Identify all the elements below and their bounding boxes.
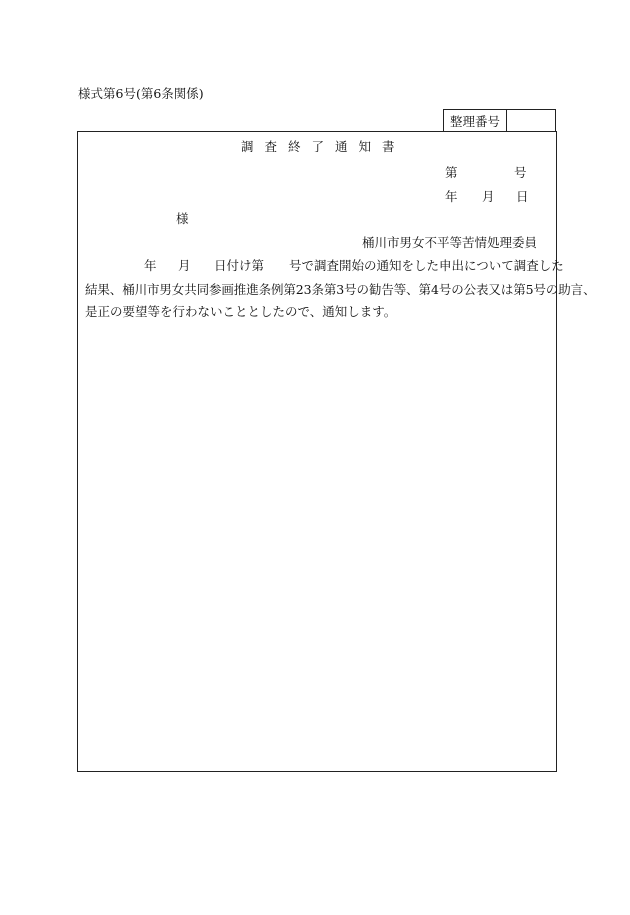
number-suffix: 号 (514, 165, 527, 180)
form-number-label: 様式第6号(第6条関係) (78, 86, 204, 101)
addressee-honorific: 様 (176, 211, 189, 226)
body-month-label: 月 (178, 258, 191, 273)
sender-name: 桶川市男女不平等苦情処理委員 (362, 235, 538, 250)
body-text-line-1: 日付け第 号で調査開始の通知をした申出について調査した (214, 258, 564, 273)
document-title: 調査終了通知書 (241, 139, 406, 154)
date-day-label: 日 (516, 189, 529, 204)
reference-number-label: 整理番号 (444, 110, 507, 131)
document-frame (77, 131, 557, 772)
body-text-line-2: 結果、桶川市男女共同参画推進条例第23条第3号の勧告等、第4号の公表又は第5号の助言、 (85, 282, 596, 297)
reference-number-box (443, 109, 556, 131)
reference-number-field[interactable] (507, 110, 555, 131)
body-year-label: 年 (144, 258, 157, 273)
body-text-line-3: 是正の要望等を行わないこととしたので、通知します。 (85, 304, 397, 319)
date-month-label: 月 (482, 189, 495, 204)
number-prefix: 第 (445, 165, 458, 180)
date-year-label: 年 (445, 189, 458, 204)
